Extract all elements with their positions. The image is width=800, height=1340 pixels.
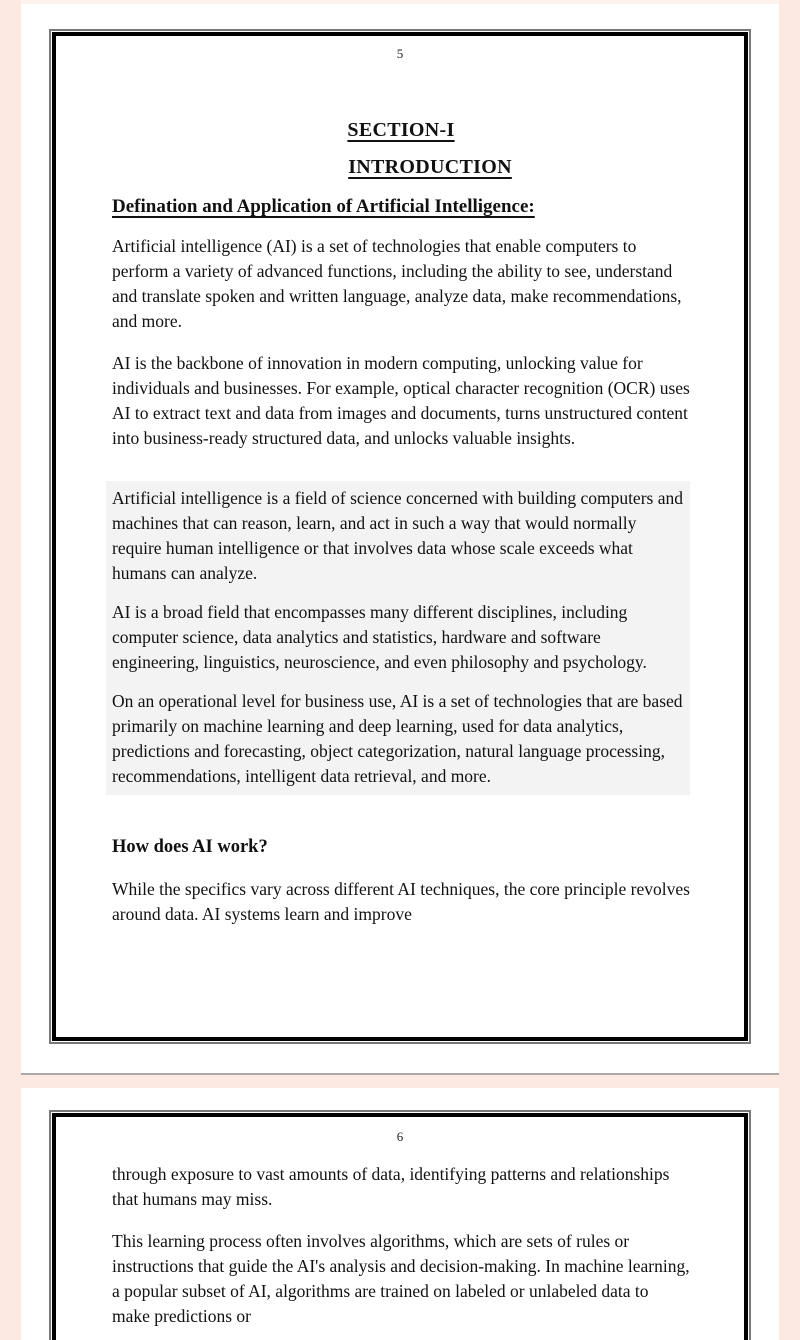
definition-subheading-text: Defination and Application of Artificial Intelligence: [112,196,535,217]
definition-subheading [112,195,690,218]
paragraph-backbone: AI is the backbone of innovation in modern computing, unlocking value for individuals and businesses. For example, optical character recognition (OCR) uses AI to extract text and data from images and documents, turns unstructured content into business-ready structured data, and unlocks valuable insights. [112,353,690,448]
page-5-frame [52,32,748,1041]
page-5-card [21,4,779,1073]
highlighted-block [106,481,690,795]
page-6-frame [52,1113,748,1340]
how-does-ai-work-heading: How does AI work? [112,837,268,857]
paragraph-how-ai-works: While the specifics vary across different AI techniques, the core principle revolves around data. AI systems learn and improve [112,879,690,924]
page-divider [0,1073,800,1088]
section-heading-text: SECTION-I [347,119,455,141]
page-divider-gap [0,1075,800,1088]
section-heading [112,118,690,142]
introduction-heading [112,155,690,179]
page-number: 5 [396,46,404,61]
page-6-content [56,1162,744,1329]
highlighted-paragraph-operational-level: On an operational level for business use, AI is a set of technologies that are based primarily on machine learning and deep learning, used for data analytics, predictions and forecasting, object categorization, natural language processing, recommendations, intelligent data retrieval, and more. [112,691,683,786]
page-number: 6 [396,1129,404,1144]
highlighted-paragraph-broad-field: AI is a broad field that encompasses many different disciplines, including computer science, data analytics and statistics, hardware and software engineering, linguistics, neuroscience, and even philosophy and psychology. [112,602,647,672]
paragraph-exposure: through exposure to vast amounts of data, identifying patterns and relationships that humans may miss. [112,1164,670,1209]
page-5-content [56,118,744,927]
introduction-heading-text: INTRODUCTION [348,156,512,178]
paragraph-definition: Artificial intelligence (AI) is a set of technologies that enable computers to perform a variety of advanced functions, including the ability to see, understand and translate spoken and written language, analyze data, make recommendations, and more. [112,236,682,331]
paragraph-learning-process: This learning process often involves algorithms, which are sets of rules or instructions that guide the AI's analysis and decision-making. In machine learning, a popular subset of AI, algorithms are trained on labeled or unlabeled data to make predictions or [112,1231,690,1326]
page-6-card [21,1088,779,1340]
highlighted-paragraph-field-of-science: Artificial intelligence is a field of science concerned with building computers and machines that can reason, learn, and act in such a way that would normally require human intelligence or that involves data whose scale exceeds what humans can analyze. [112,488,683,583]
